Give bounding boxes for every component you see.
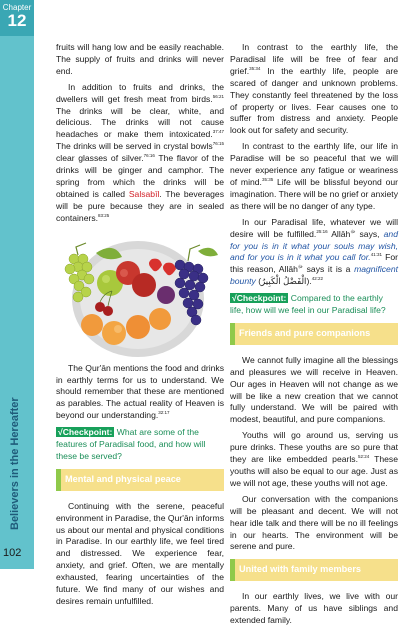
chapter-tab bbox=[0, 0, 34, 36]
quran-quote: and for you is in it what your souls may wish, and for you is in it what you call for. bbox=[230, 228, 398, 263]
chapter-sidebar bbox=[0, 0, 34, 569]
section-heading-mental-peace: Mental and physical peace bbox=[56, 469, 224, 491]
checkpoint-food bbox=[56, 427, 224, 463]
paragraph-parables: The Qur'ān mentions the food and drinks in earthly terms for us to understand. We should remember that these are mentioned as parables. The actual reality of Heaven is beyond our understanding.$^{32:17}$ bbox=[56, 362, 224, 421]
paragraph: fruits will hang low and be easily reachable. The supply of fruits and drinks will never end. bbox=[56, 42, 224, 76]
page-number: 102 bbox=[3, 547, 22, 559]
section-heading-family: United with family members bbox=[230, 559, 398, 581]
paragraph-free-of-fear: In contrast to the earthly life, the Paradisal life will be free of fear and grief.$^{35:34}$ In the earthly life, people are scared of danger and unknown problems. They constantly feel threatened by the loss of property or lives. Fear causes one to suffer from distress and anxiety. People look out for safety and security. bbox=[230, 42, 398, 136]
paragraph-earthly-stress: Continuing with the serene, peaceful environment in Paradise, the Qur'ān informs us about our mental and physical conditions in Paradise. In our earthly life, we feel tired and distressed. We experience fear, anxiety, and grief. Often, we are mentally exhausted, fearing uncertainties of the future. We find many of our wishes and desires remain unfulfilled. bbox=[56, 500, 224, 606]
salsabil-term: Salsabīl bbox=[128, 188, 160, 199]
checkpoint-question: Compared to the earthly life, how will we feel in our Paradisal life? bbox=[230, 293, 386, 316]
chapter-label: Chapter bbox=[2, 3, 32, 12]
section-heading-companions: Friends and pure companions bbox=[230, 323, 398, 345]
paragraph-desires-fulfilled: In our Paradisal life, whatever we will desire will be fulfilled.$^{25:16}$ Allāh$^ﷻ$ says, and for you is in it what your souls may wish, and for you is in it what you call for.$^{41:31}$ For this reason, Allāh$^ﷻ$ says it is a magnificent bounty (الْفَضْلُ الْكَبِيرُ).$^{42:22}$ bbox=[230, 216, 399, 287]
checkpoint-question: What are some of the features of Paradisal food, and how will these be served? bbox=[56, 427, 206, 461]
book-title-vertical: Believers in the Hereafter bbox=[9, 397, 21, 530]
paragraph-drinks: In addition to fruits and drinks, the dwellers will get fresh meat from birds.$^{56:21}$ The drinks will be clear, white, and delicious. The drinks will not cause headaches or make them intoxicated.$^{37:47}$ The drinks will be served in crystal bowls$^{76:15}$ clear glasses of silver.$^{76:16}$ The flavor of the drinks will be ginger and camphor. The spring from which the drinks will be obtained is called Salsabīl. The beverages will be pure because they are in sealed containers.$^{83:25}$ bbox=[56, 81, 225, 223]
right-column bbox=[230, 42, 398, 631]
checkpoint-tag: √Checkpoint: bbox=[58, 427, 113, 438]
paragraph-peaceful-life: In contrast to the earthly life, our life in Paradise will be so peaceful that we will never experience any fatigue or weariness of mind.$^{35:35}$ Life will be blissful beyond our imagination. There will be no grief or anxiety as there will be no danger of any type. bbox=[230, 141, 398, 211]
checkpoint-tag: √Checkpoint: bbox=[232, 293, 287, 304]
fruit-plate-illustration bbox=[56, 229, 224, 357]
magnificent-bounty-quote: magnificent bounty bbox=[230, 264, 399, 287]
left-column bbox=[56, 42, 224, 612]
paragraph-youths: Youths will go around us, serving us pure drinks. These youths are so pure that they are like embedded pearls.$^{52:24}$ These youths will also be equal to our age. Just as we will not age, these youths will not age. bbox=[230, 430, 398, 488]
paragraph-conversation: Our conversation with the companions will be pleasant and decent. We will not hear idle talk and there will be no ill feelings in our hearts. The environment will be serene and pure. bbox=[230, 493, 398, 552]
paragraph-family: In our earthly lives, we live with our parents. Many of us have siblings and extended family. bbox=[230, 591, 398, 626]
checkpoint-paradisal-feeling bbox=[230, 293, 398, 317]
paragraph-blessings: We cannot fully imagine all the blessings and pleasures we will receive in Heaven. Our ages in Heaven will not change as we will be like a new creation that we cannot fully understand. We will be paired with modest, beautiful, and pure companions. bbox=[230, 354, 398, 425]
chapter-number: 12 bbox=[7, 11, 27, 30]
